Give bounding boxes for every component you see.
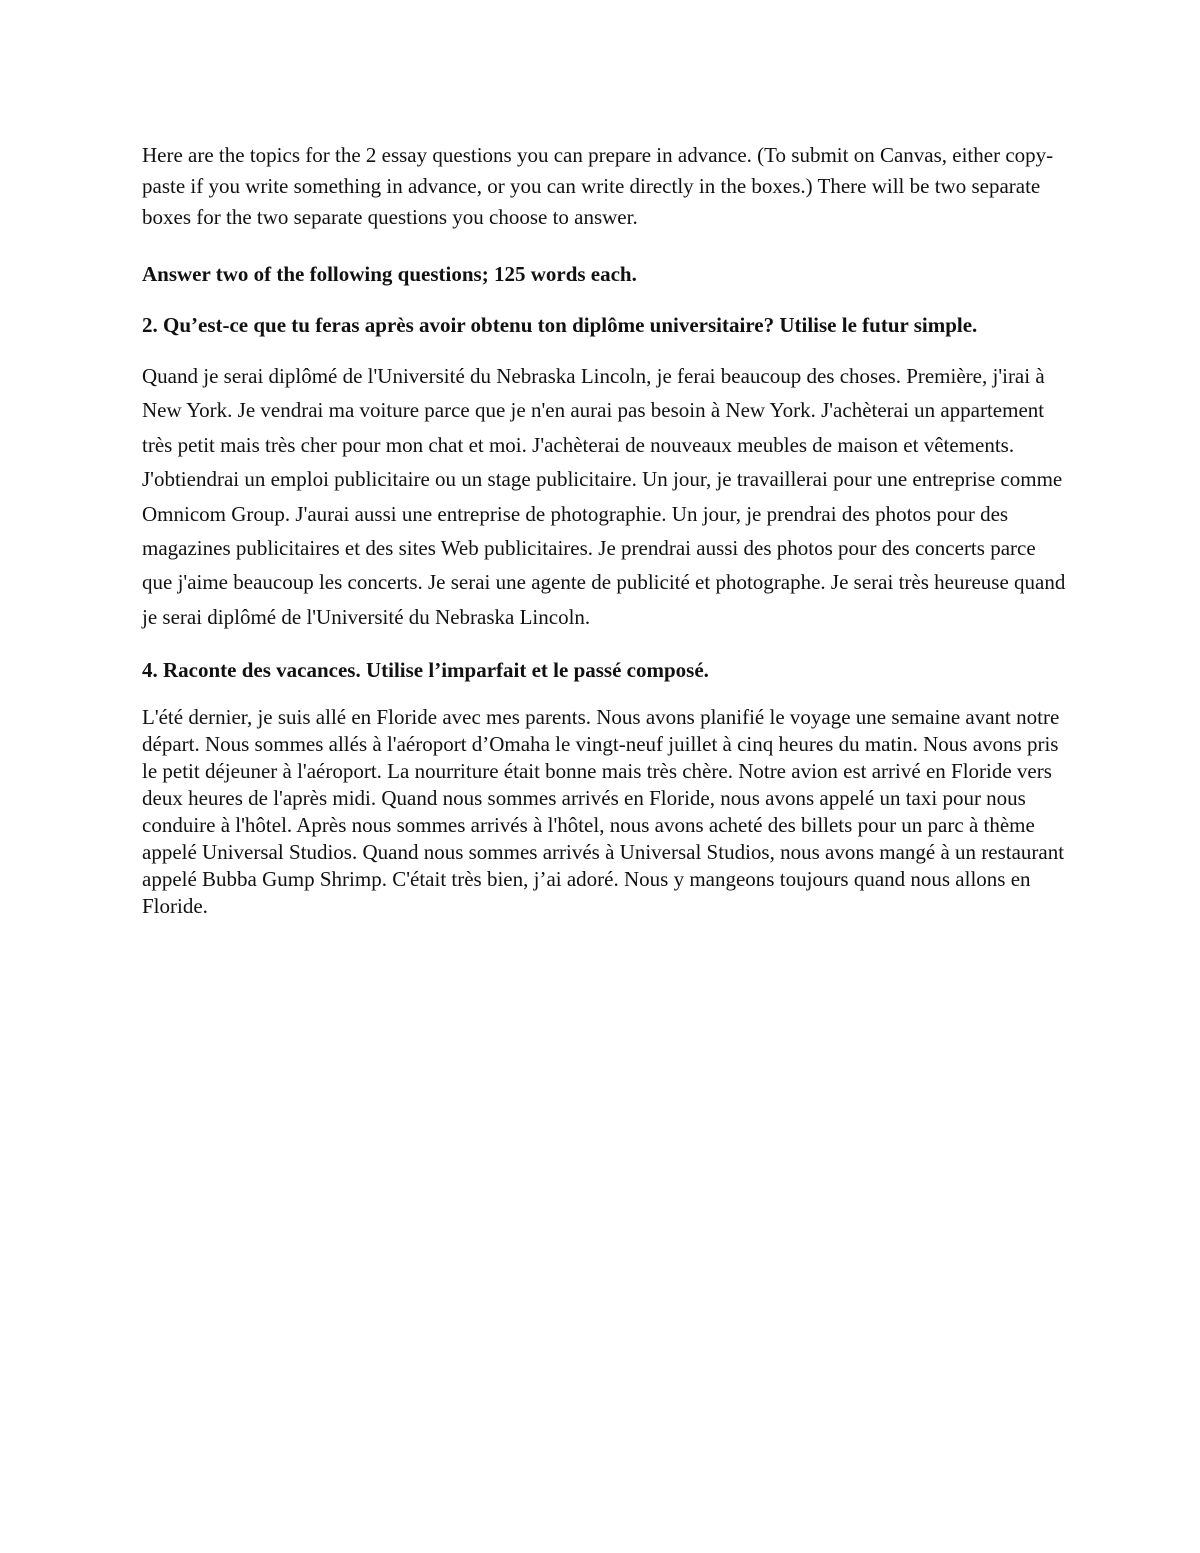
question-4-prompt: 4. Raconte des vacances. Utilise l’imparfait et le passé composé. xyxy=(142,658,709,683)
question-2-answer: Quand je serai diplômé de l'Université du Nebraska Lincoln, je ferai beaucoup des choses. Première, j'irai à New York. Je vendrai ma voiture parce que je n'en aurai pas besoin à New York. J'achèterai un appartement très petit mais très cher pour mon chat et moi. J'achèterai de nouveaux meubles de maison et vêtements. J'obtiendrai un emploi publicitaire ou un stage publicitaire. Un jour, je travaillerai pour une entreprise comme Omnicom Group. J'aurai aussi une entreprise de photographie. Un jour, je prendrai des photos pour des magazines publicitaires et des sites Web publicitaires. Je prendrai aussi des photos pour des concerts parce que j'aime beaucoup les concerts. Je serai une agente de publicité et photographe. Je serai très heureuse quand je serai diplômé de l'Université du Nebraska Lincoln. xyxy=(142,364,1066,629)
intro-paragraph: Here are the topics for the 2 essay questions you can prepare in advance. (To submit on Canvas, either copy-paste if you write something in advance, or you can write directly in the boxes.) There will be two separate boxes for the two separate questions you choose to answer. xyxy=(142,143,1054,229)
question-4-answer: L'été dernier, je suis allé en Floride avec mes parents. Nous avons planifié le voyage une semaine avant notre départ. Nous sommes allés à l'aéroport d’Omaha le vingt-neuf juillet à cinq heures du matin. Nous avons pris le petit déjeuner à l'aéroport. La nourriture était bonne mais très chère. Notre avion est arrivé en Floride vers deux heures de l'après midi. Quand nous sommes arrivés en Floride, nous avons appelé un taxi pour nous conduire à l'hôtel. Après nous sommes arrivés à l'hôtel, nous avons acheté des billets pour un parc à thème appelé Universal Studios. Quand nous sommes arrivés à Universal Studios, nous avons mangé à un restaurant appelé Bubba Gump Shrimp. C'était très bien, j’ai adoré. Nous y mangeons toujours quand nous allons en Floride. xyxy=(142,705,1065,919)
instruction-heading: Answer two of the following questions; 125 words each. xyxy=(142,262,637,286)
question-2-prompt: 2. Qu’est-ce que tu feras après avoir obtenu ton diplôme universitaire? Utilise le futur simple. xyxy=(142,313,978,337)
document-page xyxy=(142,140,1066,920)
